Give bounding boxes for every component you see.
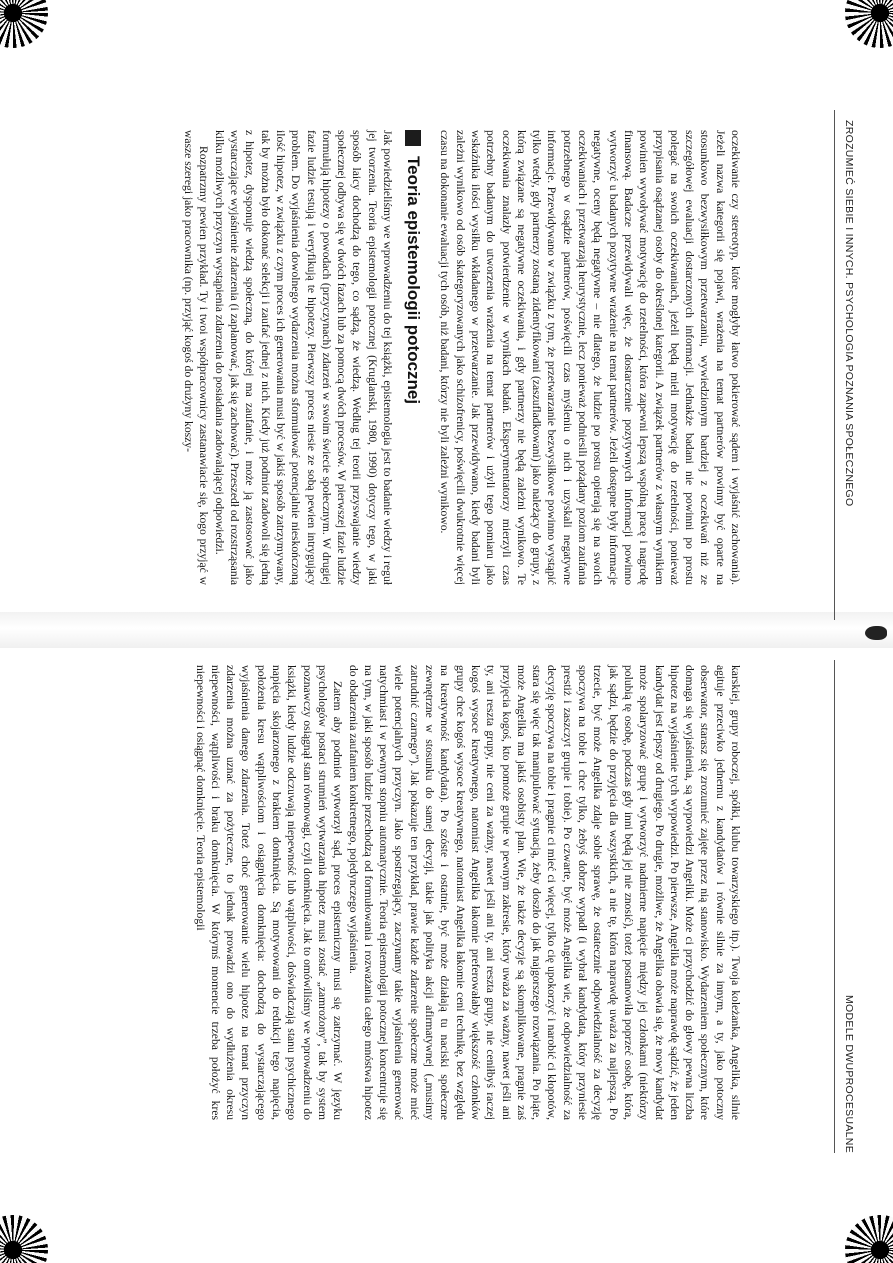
running-head-right: MODELE DWUPROCESUALNE (843, 995, 855, 1153)
section-marker-icon (405, 130, 421, 146)
left-page (0, 0, 893, 620)
paragraph: Rozpatrzmy pewien przykład. Ty i twoi współpracownicy zastanawiacie się, kogo przyjąć w wasze szeregi jako pracownika (np. przyjąć kogoś do drużyny koszy- (182, 130, 211, 585)
left-text-column (181, 130, 743, 585)
paragraph: Zatem aby podmiot wytworzył sąd, proces epistemiczny musi się zatrzymać. W języku psychologów postaci strumień wytwarzania hipotez musi zostać „zamrożony”, tak by system poznawczy osiągnął stan równowagi, czyli domknięcia. Jak to omówiliśmy we wprowadzeniu do książki, kiedy ludzie odczuwają niepewność lub wątpliwości, doświadczają stanu psychicznego napięcia skojarzonego z brakiem domknięcia. Są motywowani do redukcji tego napięcia, położenia kresu wątpliwościom i osiągnięcia domknięcia: dochodzą do wystarczającego wyjaśnienia danego zdarzenia. Toteż choć generowanie wielu hipotez na temat przyczyn zdarzenia można uznać za pożyteczne, to jednak prowadzi ono do wydłużenia okresu niepewności, wątpliwości i braku domknięcia. W którymś momencie trzeba położyć kres niepewności i osiągnąć domknięcie. Teoria epistemologii (193, 665, 345, 1120)
header-rule (834, 110, 835, 620)
section-title: Teoria epistemologii potocznej (403, 156, 423, 405)
running-head-left: ZROZUMIEĆ SIEBIE I INNYCH. PSYCHOLOGIA POZNANIA SPOŁECZNEGO (843, 120, 855, 507)
paragraph: oczekiwanie czy stereotyp, które mogłyby łatwo pokierować sądem i wyjaśnić zachowania). Jeżeli nazwa kategorii się pojawi, wrażenia na temat partnerów powinny być oparte na stosunkowo bezwysiłkowym przetwarzaniu, wywiedzionym bardziej z oczekiwań niż ze szczegółowej ewaluacji dostarczonych informacji. Jednakże badani nie powinni po prostu polegać na swoich oczekiwaniach, jeżeli będą mieli motywację do rzetelności, ponieważ przypisania osądzanej osoby do określonej kategorii. A związek partnerów z własnym wynikiem powinien wywoływać motywację do rzetelności, która zapewni lepszą wspólną pracę i nagrodę finansową. Badacze przewidywali więc, że dostarczenie pozytywnych informacji powinno wytworzyć u badanych pozytywne wrażenie na temat partnerów. Jeżeli dostępne były informacje negatywne, oceny będą negatywne – nie dlatego, że ludzie po prostu opierają się na swoich oczekiwaniach i przetwarzają heurystycznie, lecz ponieważ podniesili pożądany poziom zaufania potrzebnego w osądzie partnerów, poświęcili czas myśleniu o nich i uzyskali negatywne informacje. Przewidywano w związku z tym, że przetwarzanie bezwysiłkowe powinno wystąpić tylko wtedy, gdy partnerzy zostaną zidentyfikowani (zaszufladkowani) jako należący do grupy, z którą związane są negatywne oczekiwania, i gdy partnerzy nie będą zależni wynikowo. Te oczekiwania znalazły potwierdzenie w wynikach badań. Eksperymentatorzy mierzyli czas potrzebny badanym do utworzenia wrażenia na temat partnerów i użyli tego pomiaru jako wskaźnika ilości wysiłku wkładanego w przetwarzanie. Jak przewidywano, kiedy badani byli zależni wynikowo od osób skategoryzowanych jako schizofrenicy, poświęcili dwukrotnie więcej czasu na dokonanie ewaluacji tych osób, niż badani, którzy nie byli zależni wynikowo. (438, 130, 742, 585)
right-page (0, 640, 893, 1263)
paragraph: karskiej, grupy roboczej, spółki, klubu towarzyskiego itp.). Twoja koleżanka, Angelika, silnie agituje przeciwko jednemu z kandydatów i równie silnie za innym, a ty, jako potoczny obserwator, starasz się zrozumieć zajęte przez nią stanowisko. Wydarzeniem społecznym, które domaga się wyjaśnienia, są wypowiedzi Angeliki. Może ci przychodzić do głowy pewna liczba hipotez na wyjaśnienie tych wypowiedzi. Po pierwsze, Angelika może naprawdę sądzić, że jeden kandydat jest lepszy od drugiego. Po drugie, możliwe, że Angelika obawia się, że nowy kandydat może spolaryzować grupę i wytworzyć nadmierne napięcie między jej członkami (niektórzy polubią tę osobę, podczas gdy inni będą jej nie znosić), toteż postanowiła poprzeć osobę, która, jak sądzi, będzie do przyjęcia dla wszystkich, a nie tę, która naprawdę uważa za najlepszą. Po trzecie, być może Angelika zdaje sobie sprawę, że ostatecznie odpowiedzialność za decyzję spoczywa na tobie i chce tylko, żebyś dobrze wypadł (i wybrał kandydata, który przyniesie prestiż i zaszczyt grupie i tobie). Po czwarte, być może Angelika wie, że odpowiedzialność za decyzję spoczywa na tobie i pragnie ci mieć ci więcej, tylko cię upokorzyć i narobić ci kłopotów, stara się więc tak manipulować sytuacją, żeby doszło do jak najgorszego rozwiązania. Po piąte, może Angelika ma jakiś osobisty plan. Wie, że także decyzje są skomplikowane, pragnie zaś przyjęcia kogoś, kto pomoże grupie w pewnym zakresie, który uważa za ważny, nawet jeśli ani ty, ani reszta grupy, nie ceni za ważny, nawet jeśli ani ty, ani reszta grupy, nie ceniłbyś raczej kogoś wysoce kreatywnego, natomiast Angelika łakomie preferowałaby większość członków grupy chce kogoś wysoce kreatywnego, natomiast Angelika łakomie ceni technikę, bez względu na kreatywność kandydata). Po szóste i ostatnie, być może działają tu naciski społeczne zewnętrzne w stosunku do samej decyzji, takie jak polityka akcji afirmatywnej („musimy zatrudnić czarnego”). Jak pokazuje ten przykład, prawie każde zdarzenie społeczne może mieć wiele potencjalnych przyczyn. Jako spostrzegający, zaczynamy takie wyjaśnienia generować natychmiast i w pewnym stopniu automatycznie. Teoria epistemologii potocznej koncentruje się na tym, w jaki sposób ludzie przechodzą od formułowania i rozważania całego mnóstwa hipotez do obdarzenia zaufaniem konkretnego, pojedynczego wyjaśnienia. (346, 665, 742, 1120)
header-rule (834, 660, 835, 1153)
right-text-column (192, 665, 743, 1120)
fold-mark-icon (865, 626, 887, 640)
section-heading (405, 130, 421, 585)
paragraph: Jak powiedzieliśmy we wprowadzeniu do tej książki, epistemologia jest to badanie wiedzy i reguł jej tworzenia. Teoria epistemologii potocznej (Kruglanski, 1980, 1990) dotyczy tego, w jaki sposób laicy dochodzą do tego, co sądzą, że wiedzą. Według tej teorii przyswajanie wiedzy społecznej odbywa się w dwóch fazach lub za pomocą dwóch procesów. W pierwszej fazie ludzie formułują hipotezy o powodach (przyczynach) zdarzeń w swoim świecie społecznym. W drugiej fazie ludzie testują i weryfikują te hipotezy. Pierwszy proces niesie ze sobą pewien intrygujący problem. Do wyjaśnienia dowolnego wydarzenia można sformułować potencjalnie nieskończoną ilość hipotez, w związku z czym proces ich generowania musi być w jakiś sposób zatrzymywany, tak by można było dokonać selekcji i zaufać jednej z nich. Kiedy już podmiot zadowoli się jedną z hipotez, dysponuje wiedzą społeczną, do której ma zaufanie, i może ją zastosować jako wystarczające wyjaśnienie zdarzenia (i zapłanować, jak się zachować). Przeszedł od rozstrząsania kilku możliwych przyczyn wystąpienia zdarzenia do posiadania zadowalającej odpowiedzi. (212, 130, 395, 585)
